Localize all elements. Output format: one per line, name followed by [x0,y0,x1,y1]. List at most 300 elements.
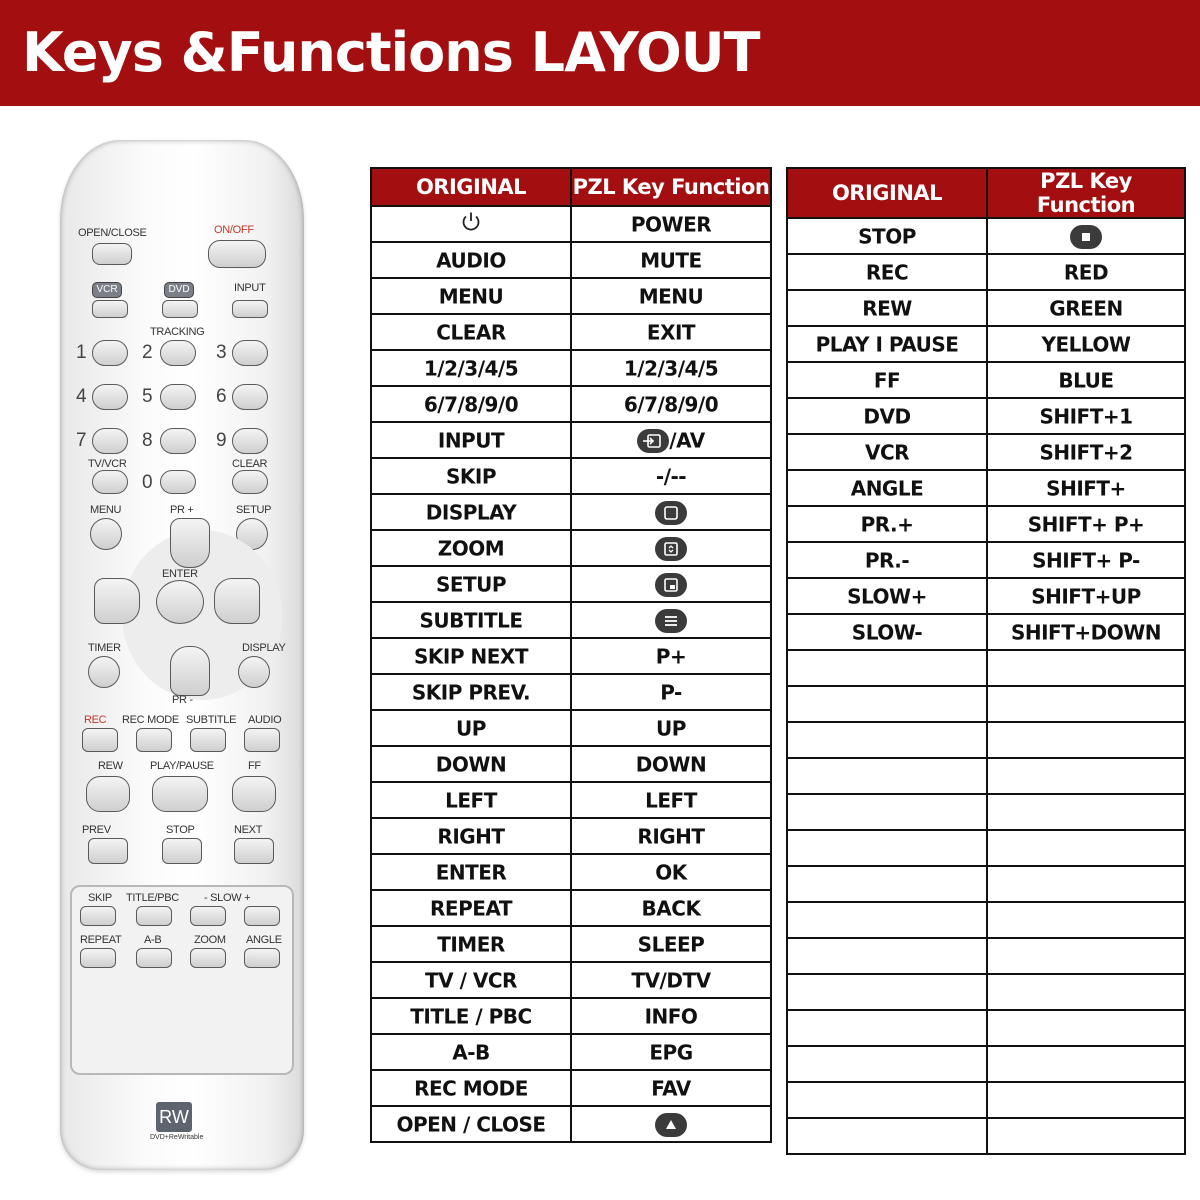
remote-a-b-key [136,948,172,968]
table-row [371,638,771,674]
table-row [787,758,1185,794]
remote-label-pr-minus: PR - [172,694,193,706]
original-key-cell [787,722,987,758]
original-key-cell [787,614,987,650]
key-function-table-left [370,167,772,1143]
cell-text: GREEN [1049,296,1123,321]
cell-text: BLUE [1058,368,1114,393]
original-key-cell [787,434,987,470]
remote-left-key [94,578,140,624]
cell-text: PLAY I PAUSE [815,332,959,357]
remote-label-repeat: REPEAT [80,934,122,946]
remote-label-ff: FF [248,760,261,772]
cell-text: TV/DTV [631,968,711,993]
page-title: Keys &Functions LAYOUT [22,21,760,84]
cell-text: 1/2/3/4/5 [623,356,719,381]
pzl-function-cell [987,974,1185,1010]
original-key-cell [787,974,987,1010]
original-key-cell [371,422,571,458]
table-row [371,854,771,890]
cell-text: PR.+ [860,512,914,537]
remote-enter-key [156,580,204,624]
pzl-function-cell [987,650,1185,686]
pzl-function-cell [571,422,771,458]
table-row [787,578,1185,614]
table-row [371,674,771,710]
cell-text: INFO [644,1004,698,1029]
remote-key-7 [92,428,128,454]
pzl-function-cell [571,386,771,422]
remote-num-9: 9 [216,430,227,451]
remote-label-setup: SETUP [236,504,272,516]
header-original: ORIGINAL [371,168,571,206]
original-key-cell [787,326,987,362]
remote-rec-mode-key [136,728,172,752]
original-key-cell [787,650,987,686]
power-icon [459,210,483,239]
remote-audio-key [244,728,280,752]
original-key-cell [371,962,571,998]
table-row [371,1034,771,1070]
remote-angle-key [244,948,280,968]
cell-text: REPEAT [430,896,512,921]
cell-text: 6/7/8/9/0 [423,392,519,417]
remote-vcr-key: VCR [92,282,122,298]
table-row [787,1046,1185,1082]
pzl-function-cell [987,938,1185,974]
pzl-function-cell [571,206,771,242]
remote-label-slow: - SLOW + [204,892,251,904]
cell-text: POWER [630,212,712,237]
original-key-cell [787,290,987,326]
original-key-cell [787,830,987,866]
original-key-cell [787,254,987,290]
cell-text: UP [456,716,486,741]
table-row [371,422,771,458]
cell-text: SKIP PREV. [411,680,531,705]
remote-subtitle-key [190,728,226,752]
original-key-cell [371,746,571,782]
table-row [787,902,1185,938]
cell-text: MENU [638,284,704,309]
original-key-cell [371,350,571,386]
table-row [787,1118,1185,1154]
cell-text: AUDIO [436,248,506,273]
cell-text: DOWN [435,752,507,777]
remote-dvd-button [162,300,198,318]
cell-text: RED [1063,260,1109,285]
remote-rec-key [82,728,118,752]
table-row [371,206,771,242]
original-key-cell [371,1106,571,1142]
table-row [787,290,1185,326]
table-row [787,218,1185,254]
remote-num-5: 5 [142,386,153,407]
remote-key-9 [232,428,268,454]
original-key-cell [371,206,571,242]
cell-text: EXIT [646,320,696,345]
remote-label-menu: MENU [90,504,122,516]
remote-label-tv-vcr: TV/VCR [88,458,127,470]
cell-text: DVD [863,404,911,429]
original-key-cell [787,938,987,974]
remote-num-0: 0 [142,472,153,493]
pzl-function-cell [987,434,1185,470]
cell-text: EPG [649,1040,693,1065]
pzl-function-cell [987,1046,1185,1082]
remote-label-a-b: A-B [144,934,162,946]
cell-text: P+ [655,644,687,669]
cell-text: CLEAR [436,320,506,345]
original-key-cell [371,926,571,962]
remote-timer-key [88,656,120,688]
cell-text: 6/7/8/9/0 [623,392,719,417]
cell-text: FAV [651,1076,691,1101]
original-key-cell [371,890,571,926]
cell-text: MENU [438,284,504,309]
header-pzl-key-function: PZL Key Function [987,168,1185,218]
table-row [787,434,1185,470]
cell-text: /AV [669,428,705,453]
remote-prev-key [88,838,128,864]
cell-text: TV / VCR [425,968,517,993]
cell-text: SHIFT+UP [1031,584,1141,609]
remote-label-rec-mode: REC MODE [122,714,179,726]
original-key-cell [371,1070,571,1106]
table-row [787,254,1185,290]
table-row [371,926,771,962]
table-row [787,650,1185,686]
remote-up-key [170,518,210,568]
original-key-cell [787,1082,987,1118]
subtitle-icon [655,608,687,634]
remote-input-key [232,300,268,318]
remote-label-zoom: ZOOM [194,934,226,946]
remote-next-key [234,838,274,864]
remote-ff-key [232,776,276,812]
remote-label-audio: AUDIO [248,714,282,726]
table-row [371,314,771,350]
pzl-function-cell [571,890,771,926]
original-key-cell [787,902,987,938]
remote-label-tracking: TRACKING [150,326,205,338]
original-key-cell [787,794,987,830]
remote-clear-key [232,470,268,494]
remote-label-pr-plus: PR + [170,504,194,516]
remote-label-skip: SKIP [88,892,112,904]
remote-key-3 [232,340,268,366]
pzl-function-cell [987,794,1185,830]
remote-label-clear: CLEAR [232,458,268,470]
stop-icon [1070,224,1102,250]
original-key-cell [787,1010,987,1046]
original-key-cell [371,602,571,638]
pzl-function-cell [571,746,771,782]
remote-repeat-key [80,948,116,968]
pzl-function-cell [571,278,771,314]
cell-text: OK [655,860,687,885]
rw-logo: RW [156,1102,192,1132]
remote-num-3: 3 [216,342,227,363]
remote-stop-key [162,838,202,864]
cell-text: REC MODE [414,1076,528,1101]
pzl-function-cell [571,314,771,350]
cell-text: DISPLAY [425,500,517,525]
pzl-function-cell [571,494,771,530]
cell-text: SKIP NEXT [414,644,528,669]
table-row [371,890,771,926]
pzl-function-cell [987,1118,1185,1154]
original-key-cell [787,506,987,542]
table-row [787,326,1185,362]
remote-key-8 [160,428,196,454]
remote-display-key [238,656,270,688]
cell-text: A-B [452,1040,490,1065]
cell-text: RIGHT [437,824,505,849]
table-row [371,782,771,818]
cell-text: SETUP [435,572,507,597]
cell-text: P- [660,680,682,705]
pzl-function-cell [571,998,771,1034]
remote-tv-vcr-key [92,470,128,494]
original-key-cell [371,998,571,1034]
pzl-function-cell [987,254,1185,290]
pzl-function-cell [987,290,1185,326]
cell-text: SLEEP [637,932,705,957]
table-row [371,1070,771,1106]
original-key-cell [787,470,987,506]
table-row [371,530,771,566]
remote-dvd-key: DVD [164,282,194,298]
cell-text: INPUT [437,428,505,453]
cell-text: FF [873,368,901,393]
table-row [787,686,1185,722]
remote-label-on-off: ON/OFF [214,224,254,236]
remote-control-image [52,140,312,1180]
original-key-cell [371,314,571,350]
original-key-cell [371,242,571,278]
pzl-function-cell [987,686,1185,722]
remote-num-1: 1 [76,342,87,363]
table-row [787,1082,1185,1118]
zoom-icon [655,536,687,562]
original-key-cell [787,866,987,902]
remote-down-key [170,646,210,696]
original-key-cell [371,782,571,818]
pzl-function-cell [571,1034,771,1070]
pzl-function-cell [571,638,771,674]
original-key-cell [787,218,987,254]
remote-num-7: 7 [76,430,87,451]
remote-vcr-button [92,300,128,318]
cell-text: YELLOW [1041,332,1131,357]
remote-key-1 [92,340,128,366]
remote-open-close-key [92,243,132,265]
table-row [787,794,1185,830]
remote-label-enter: ENTER [162,568,198,580]
table-row [787,614,1185,650]
table-row [371,350,771,386]
remote-key-0 [160,470,196,494]
table-row [787,722,1185,758]
remote-key-6 [232,384,268,410]
table-row [787,938,1185,974]
pzl-function-cell [571,674,771,710]
table-row [787,506,1185,542]
table-row [371,494,771,530]
original-key-cell [787,1118,987,1154]
remote-rew-key [86,776,130,812]
display-icon [655,500,687,526]
cell-text: TIMER [437,932,505,957]
remote-menu-key [90,518,122,550]
table-row [371,710,771,746]
table-row [371,998,771,1034]
pzl-function-cell [571,1106,771,1142]
pzl-function-cell [987,470,1185,506]
table-row [371,566,771,602]
pzl-function-cell [987,758,1185,794]
cell-text: SHIFT+ P- [1032,548,1140,573]
pzl-function-cell [571,350,771,386]
remote-label-angle: ANGLE [246,934,282,946]
cell-text: SHIFT+2 [1039,440,1133,465]
table-row [787,542,1185,578]
original-key-cell [787,686,987,722]
table-row [371,602,771,638]
cell-text: ANGLE [850,476,924,501]
remote-num-4: 4 [76,386,87,407]
table-row [371,1106,771,1142]
pzl-function-cell [987,614,1185,650]
cell-text: LEFT [445,788,497,813]
cell-text: TITLE / PBC [410,1004,532,1029]
pzl-function-cell [987,362,1185,398]
original-key-cell [787,578,987,614]
table-row [787,398,1185,434]
table-row [787,470,1185,506]
original-key-cell [787,398,987,434]
cell-text: BACK [641,896,701,921]
original-key-cell [371,674,571,710]
original-key-cell [371,818,571,854]
remote-zoom-key [190,948,226,968]
pzl-function-cell [571,602,771,638]
remote-skip-key [80,906,116,926]
pzl-function-cell [987,722,1185,758]
remote-slow-plus-key [244,906,280,926]
remote-power-key [208,240,266,268]
table-row [787,830,1185,866]
pzl-function-cell [987,578,1185,614]
pzl-function-cell [987,506,1185,542]
setup-icon [655,572,687,598]
remote-num-8: 8 [142,430,153,451]
pzl-function-cell [571,458,771,494]
cell-text: SLOW+ [847,584,927,609]
original-key-cell [787,1046,987,1082]
cell-text: REC [865,260,909,285]
remote-title-pbc-key [136,906,172,926]
pzl-function-cell [987,866,1185,902]
pzl-function-cell [987,1010,1185,1046]
remote-num-6: 6 [216,386,227,407]
table-row [787,362,1185,398]
pzl-function-cell [987,902,1185,938]
remote-play-pause-key [152,776,208,812]
table-row [371,386,771,422]
pzl-function-cell [571,710,771,746]
pzl-function-cell [987,398,1185,434]
cell-text: -/-- [655,464,687,489]
cell-text: SLOW- [851,620,923,645]
cell-text: SHIFT+ P+ [1027,512,1145,537]
remote-key-5 [160,384,196,410]
remote-label-input: INPUT [234,282,266,294]
table-row [787,1010,1185,1046]
pzl-function-cell [987,830,1185,866]
cell-text: ZOOM [437,536,505,561]
remote-key-2 [160,340,196,366]
eject-icon [655,1112,687,1138]
cell-text: OPEN / CLOSE [396,1112,546,1137]
original-key-cell [371,638,571,674]
cell-text: MUTE [640,248,702,273]
cell-text: SHIFT+DOWN [1010,620,1162,645]
remote-label-open-close: OPEN/CLOSE [78,227,147,239]
cell-text: ENTER [435,860,507,885]
cell-text: STOP [858,224,916,249]
original-key-cell [787,758,987,794]
table-row [371,458,771,494]
cell-text: PR.- [864,548,910,573]
pzl-function-cell [571,962,771,998]
cell-text: UP [656,716,686,741]
cell-text: SHIFT+1 [1039,404,1133,429]
original-key-cell [787,542,987,578]
cell-text: SHIFT+ [1046,476,1126,501]
original-key-cell [787,362,987,398]
input-source-icon [637,428,669,454]
cell-text: RIGHT [637,824,705,849]
table-row [371,818,771,854]
pzl-function-cell [571,566,771,602]
remote-right-key [214,578,260,624]
pzl-function-cell [987,326,1185,362]
original-key-cell [371,458,571,494]
table-row [371,962,771,998]
remote-label-timer: TIMER [88,642,121,654]
table-row [371,242,771,278]
original-key-cell [371,386,571,422]
table-row [371,278,771,314]
remote-label-title-pbc: TITLE/PBC [126,892,179,904]
remote-label-next: NEXT [234,824,263,836]
header-pzl-key-function: PZL Key Function [571,168,771,206]
pzl-function-cell [571,926,771,962]
key-function-table-right [786,167,1186,1155]
cell-text: 1/2/3/4/5 [423,356,519,381]
remote-label-prev: PREV [82,824,111,836]
original-key-cell [371,530,571,566]
remote-label-stop: STOP [166,824,195,836]
remote-label-subtitle: SUBTITLE [186,714,237,726]
table-row [787,974,1185,1010]
pzl-function-cell [571,818,771,854]
original-key-cell [371,278,571,314]
rw-caption: DVD+ReWritable [150,1134,204,1141]
remote-label-play-pause: PLAY/PAUSE [150,760,214,772]
